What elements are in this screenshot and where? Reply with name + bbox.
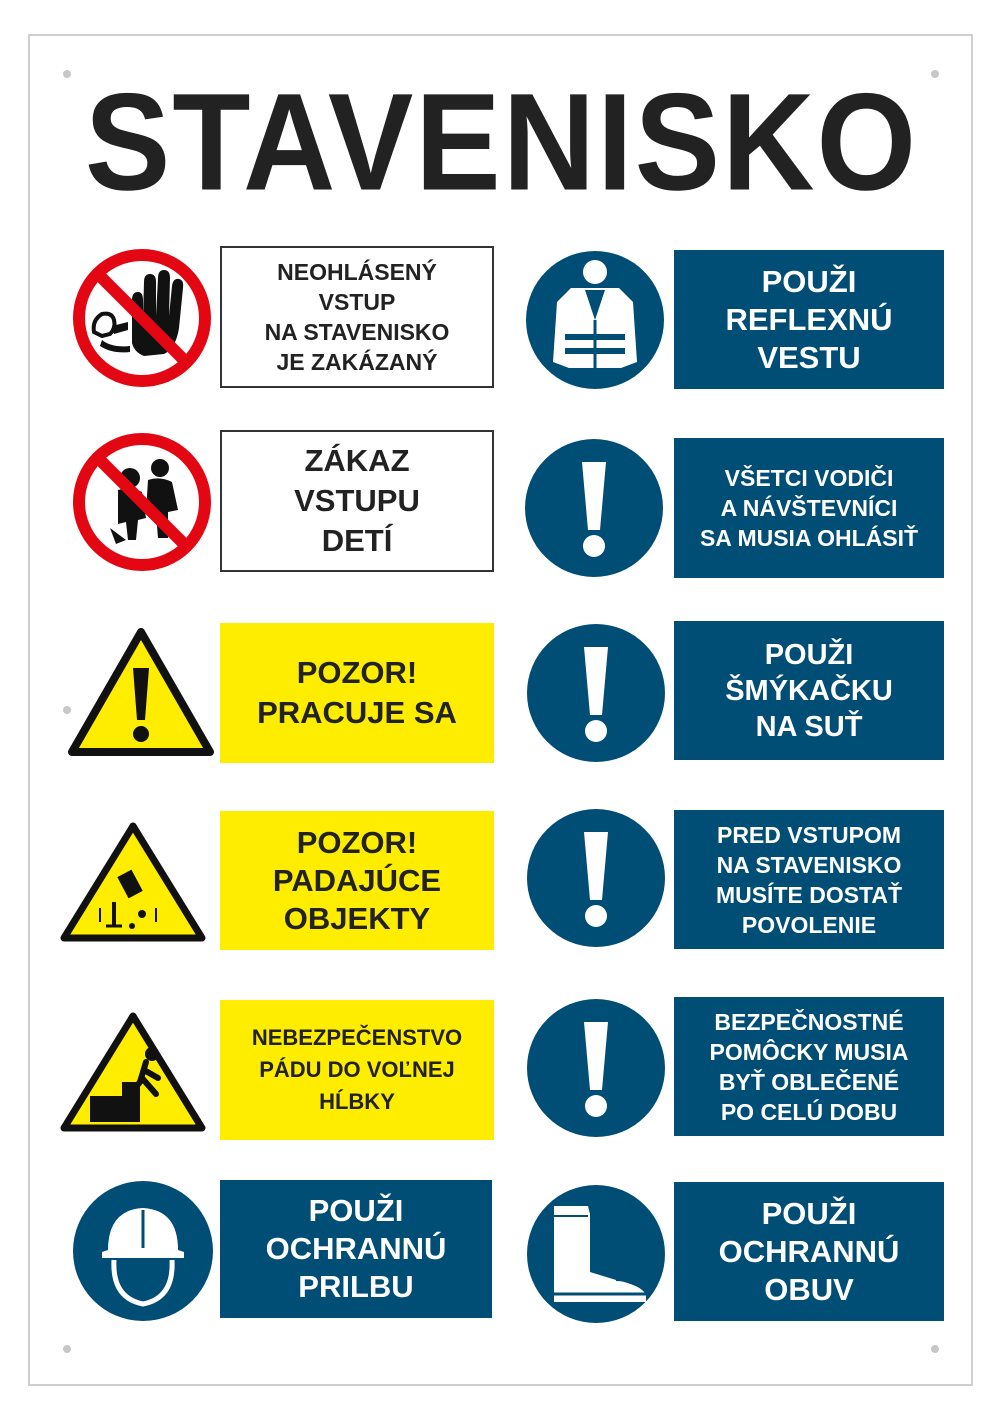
sign-text-unauthorized-entry: NEOHLÁSENÝ VSTUP NA STAVENISKO JE ZAKÁZANÝ	[220, 246, 494, 388]
helmet-icon	[72, 1180, 214, 1322]
sign-text-safety-equipment: BEZPEČNOSTNÉ POMÔCKY MUSIA BYŤ OBLEČENÉ PO CELÚ DOBU	[674, 997, 944, 1136]
no-entry-hand-icon	[72, 248, 212, 388]
sign-text-drivers-visitors: VŠETCI VODIČI A NÁVŠTEVNÍCI SA MUSIA OHLÁSIŤ	[674, 438, 944, 578]
no-children-icon	[72, 432, 212, 572]
reflective-vest-icon	[525, 250, 665, 390]
sign-text-reflective-vest: POUŽI REFLEXNÚ VESTU	[674, 250, 944, 389]
mounting-hole	[63, 1345, 71, 1353]
sign-text-no-children: ZÁKAZ VSTUPU DETÍ	[220, 430, 494, 572]
sign-text-safety-boots: POUŽI OCHRANNÚ OBUV	[674, 1182, 944, 1321]
sign-text-entry-permit: PRED VSTUPOM NA STAVENISKO MUSÍTE DOSTAŤ POVOLENIE	[674, 810, 944, 949]
sign-text-debris-chute: POUŽI ŠMÝKAČKU NA SUŤ	[674, 621, 944, 760]
sign-text-helmet: POUŽI OCHRANNÚ PRILBU	[220, 1180, 492, 1318]
falling-objects-icon	[60, 822, 206, 942]
general-warning-icon	[68, 628, 214, 758]
safety-boot-icon	[526, 1184, 666, 1324]
page-title: STAVENISKO	[84, 65, 919, 220]
sign-text-falling-objects: POZOR! PADAJÚCE OBJEKTY	[220, 811, 494, 950]
sign-text-work-in-progress: POZOR! PRACUJE SA	[220, 623, 494, 763]
fall-hazard-icon	[60, 1012, 206, 1132]
mounting-hole	[931, 1345, 939, 1353]
exclamation-icon	[526, 808, 666, 948]
sign-text-fall-hazard: NEBEZPEČENSTVO PÁDU DO VOĽNEJ HĹBKY	[220, 1000, 494, 1140]
exclamation-icon	[524, 438, 664, 578]
exclamation-icon	[526, 998, 666, 1138]
exclamation-icon	[526, 623, 666, 763]
